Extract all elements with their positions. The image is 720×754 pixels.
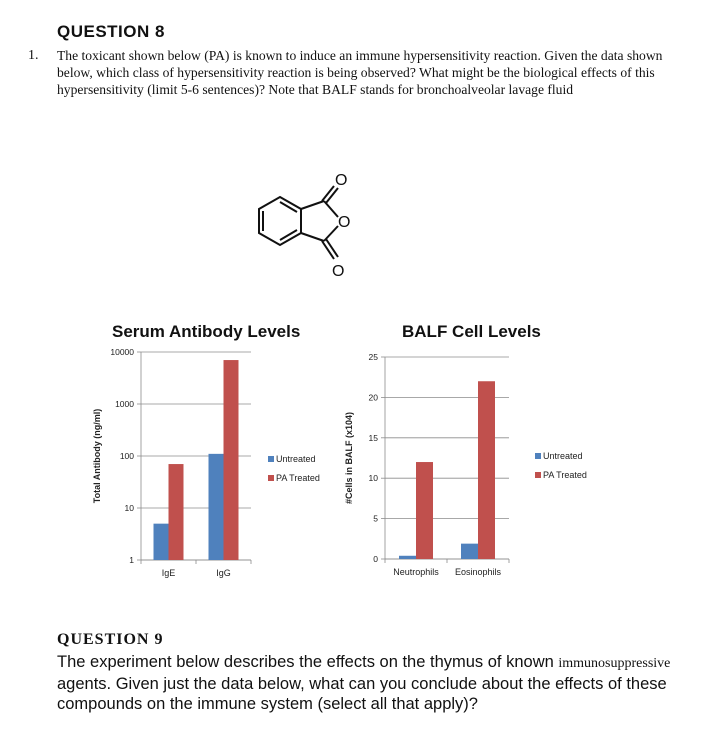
serum-antibody-chart <box>86 345 346 590</box>
question-number: 1. <box>28 48 39 63</box>
question-8-heading: QUESTION 8 <box>57 22 165 41</box>
question-9-heading: QUESTION 9 <box>57 631 164 648</box>
legend-label: Untreated <box>543 451 583 461</box>
bar <box>169 464 184 560</box>
legend-swatch <box>268 475 274 481</box>
question-8-text: The toxicant shown below (PA) is known to induce an immune hypersensitivity reaction. Given the data shown below, which class of hypersensitivity reaction is being observed? What might be the biological effects of this hypersensitivity (limit 5-6 sentences)? Note that BALF stands for bronchoalveolar lavage fluid <box>57 48 663 97</box>
question-9-text <box>57 652 697 714</box>
y-tick-label: 1000 <box>115 399 134 409</box>
bar <box>416 462 433 559</box>
y-axis-label: Total Antibody (ng/ml) <box>92 408 102 504</box>
y-tick-label: 1 <box>129 555 134 565</box>
y-tick-label: 20 <box>368 392 378 403</box>
y-tick-label: 10 <box>368 473 378 484</box>
balf-cell-chart <box>340 345 610 590</box>
x-tick-label: Eosinophils <box>454 567 502 577</box>
bar <box>399 556 416 559</box>
y-tick-label: 10000 <box>110 347 134 357</box>
legend-label: PA Treated <box>276 473 320 483</box>
oxygen-label: O <box>335 172 348 189</box>
bar <box>209 454 224 560</box>
legend-label: PA Treated <box>543 470 587 480</box>
x-tick-label: IgE <box>161 568 176 578</box>
bar <box>461 544 478 559</box>
legend-swatch <box>535 472 541 478</box>
bar <box>224 360 239 560</box>
oxygen-label: O <box>338 214 351 231</box>
question-9-text-small: immunosuppressive <box>558 656 671 671</box>
y-tick-label: 100 <box>119 451 134 461</box>
chart-title: Serum Antibody Levels <box>112 322 301 341</box>
bar <box>478 381 495 559</box>
question-9-text-part: The experiment below describes the effects on the thymus of known <box>57 653 559 671</box>
oxygen-label: O <box>332 263 345 280</box>
y-tick-label: 10 <box>124 503 134 513</box>
legend-swatch <box>535 453 541 459</box>
legend-swatch <box>268 456 274 462</box>
y-tick-label: 15 <box>368 432 378 443</box>
chart-title: BALF Cell Levels <box>402 322 541 341</box>
y-axis-label: #Cells in BALF (x104) <box>344 411 354 505</box>
y-tick-label: 0 <box>373 554 378 564</box>
x-tick-label: IgG <box>216 568 231 578</box>
x-tick-label: Neutrophils <box>393 567 439 577</box>
molecule-bonds <box>259 186 338 259</box>
legend-label: Untreated <box>276 454 316 464</box>
y-tick-label: 5 <box>373 513 378 524</box>
bar <box>154 524 169 560</box>
y-tick-label: 25 <box>368 352 378 362</box>
question-9-text-part: agents. Given just the data below, what can you conclude about the effects of these compounds on the immune system (select all that apply)? <box>57 675 667 713</box>
phthalic-anhydride-structure <box>230 160 370 285</box>
